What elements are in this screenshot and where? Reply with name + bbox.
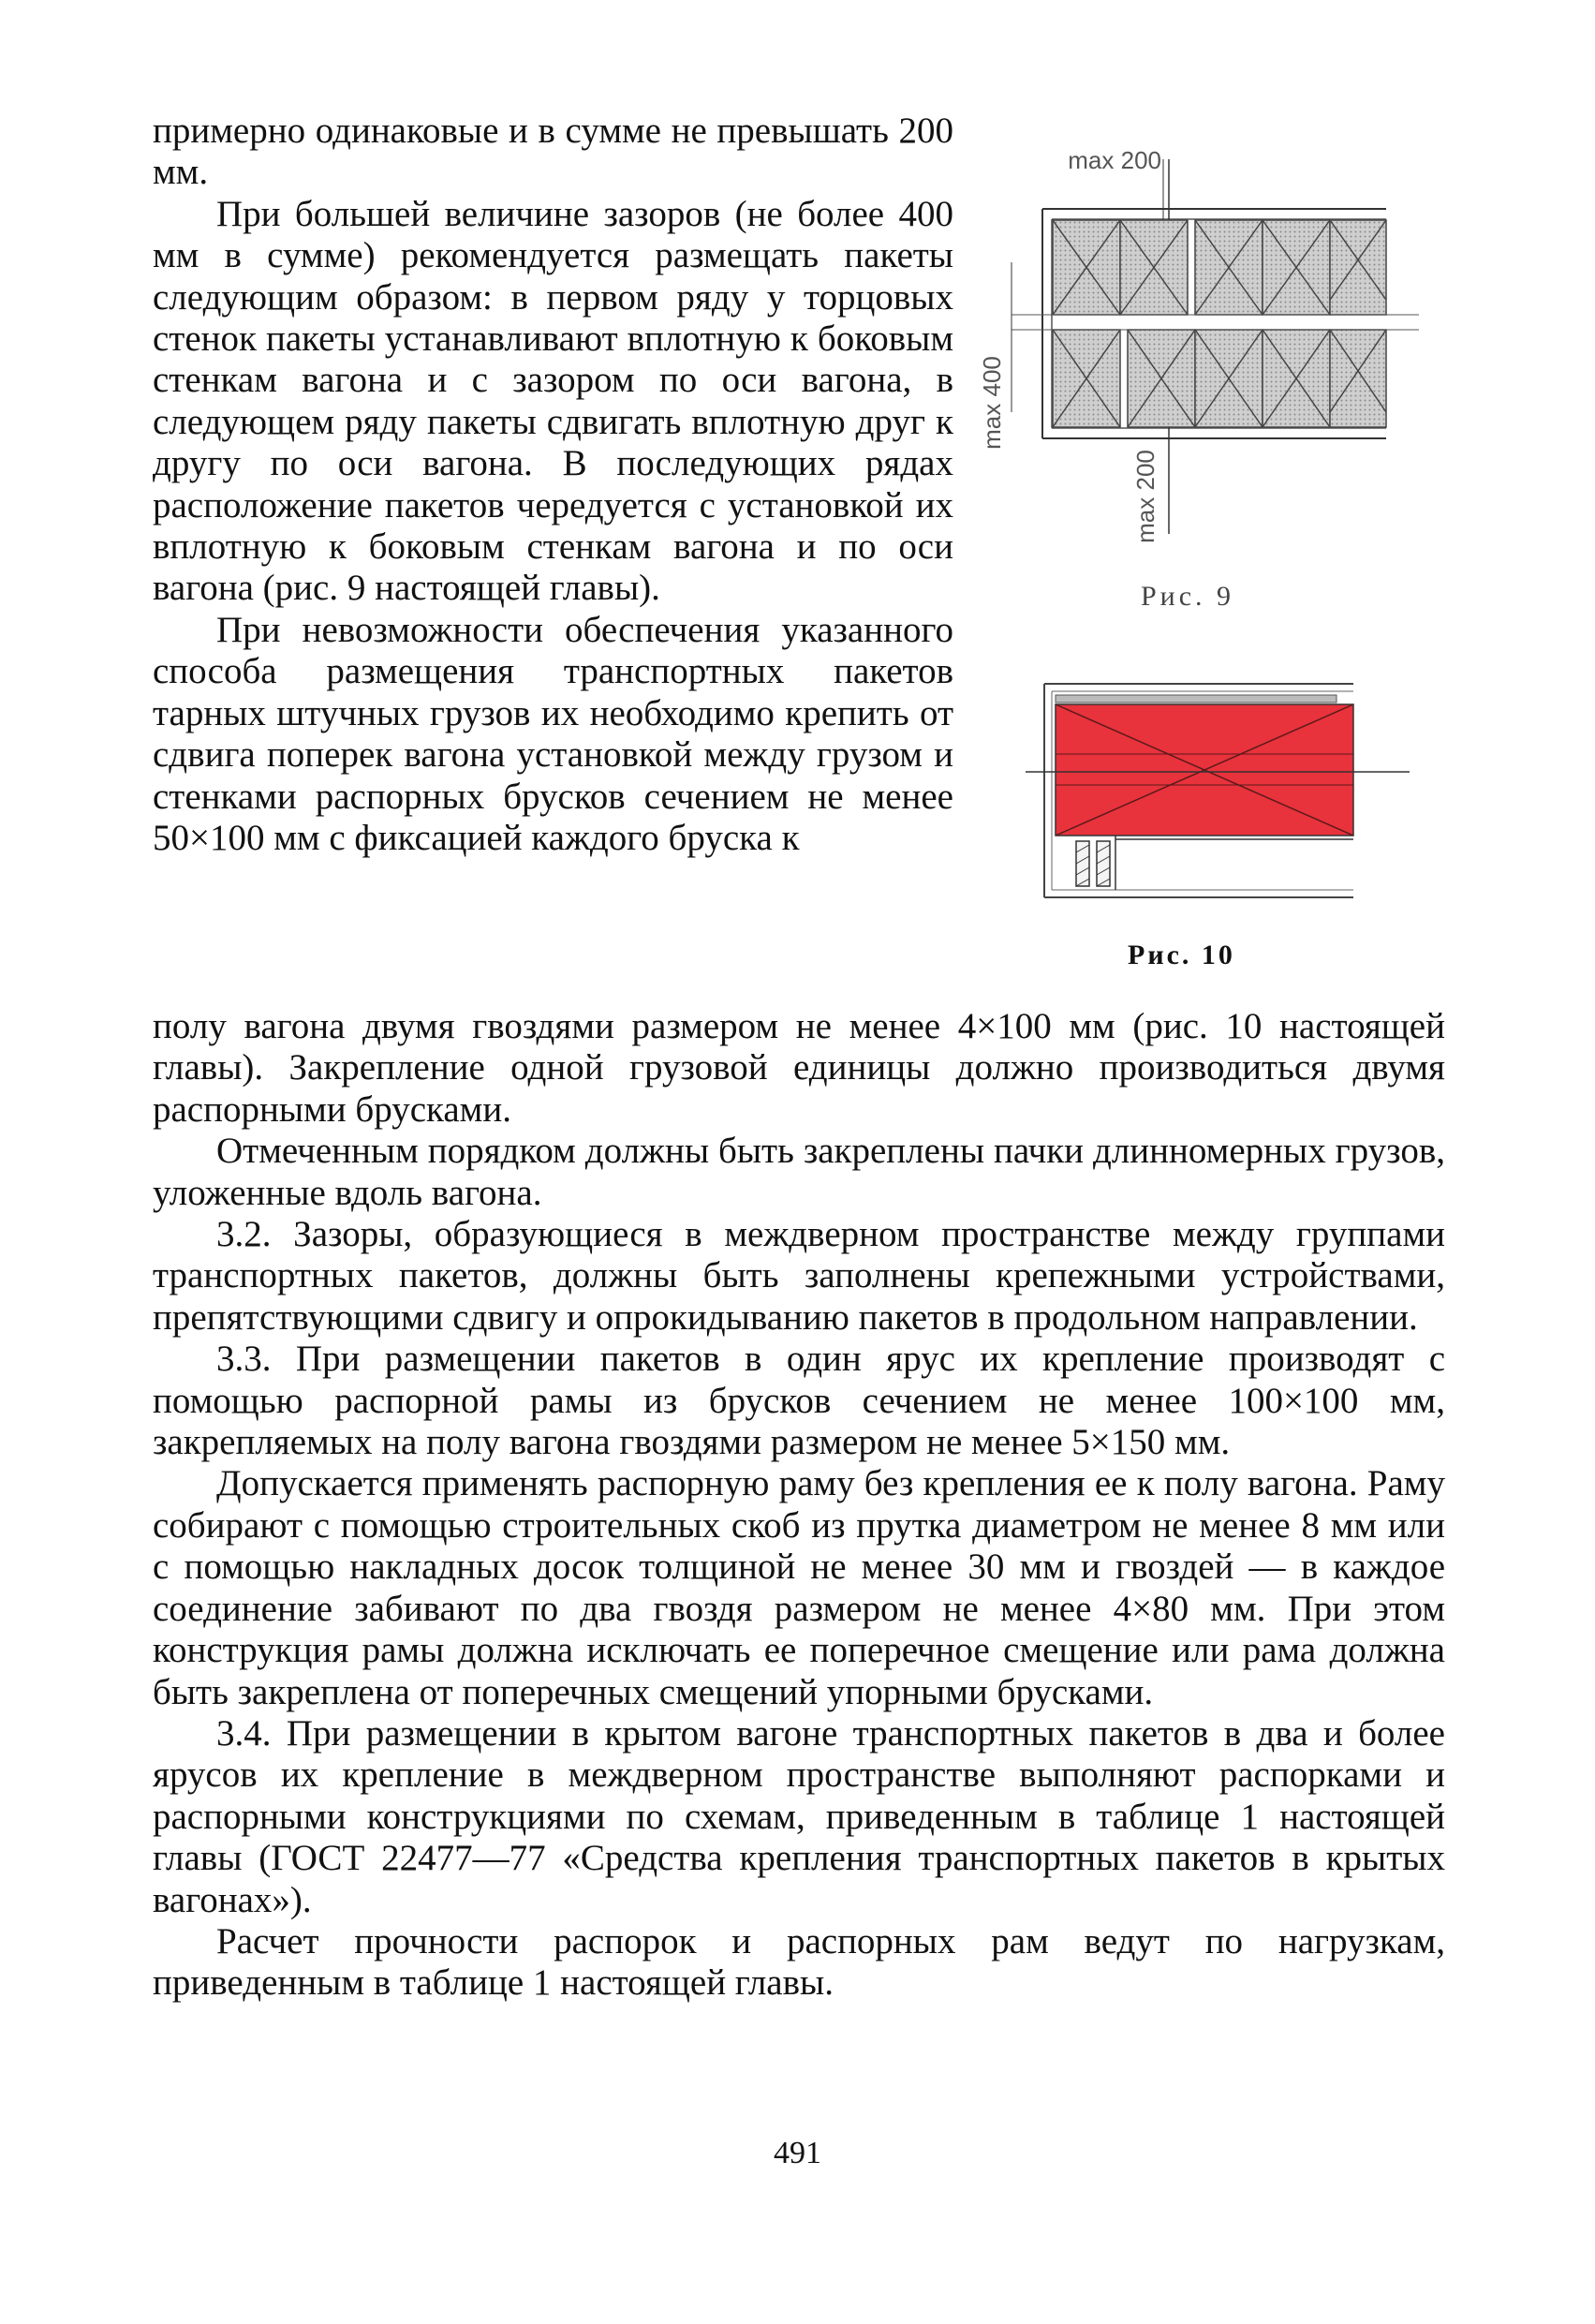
paragraph: примерно одинаковые и в сумме не превышать 200 мм. <box>153 111 953 193</box>
figure-9 <box>937 131 1442 581</box>
label-top: max 200 <box>1068 146 1161 174</box>
paragraph: Допускается применять распорную раму без крепления ее к полу вагона. Раму собирают с помощью строительных скоб из прутка диаметром не менее 8 мм или с помощью накладных досок толщиной не менее 30 мм и гвоздей — в каждое соединение забивают по два гвоздя размером не менее 4×80 мм. При этом конструкция рамы должна исключать ее поперечное смещение или рама должна быть закреплена от поперечных смещений упорными брусками. <box>153 1463 1445 1712</box>
paragraph: Отмеченным порядком должны быть закреплены пачки длинномерных грузов, уложенные вдоль вагона. <box>153 1131 1445 1213</box>
paragraph: 3.2. Зазоры, образующиеся в междверном пространстве между группами транспортных пакетов, должны быть заполнены крепежными устройствами, препятствующими сдвигу и опрокидыванию пакетов в продольном направлении. <box>153 1214 1445 1338</box>
paragraph: 3.4. При размещении в крытом вагоне транспортных пакетов в два и более ярусов их крепление в междверном пространстве выполняют распорками и распорными конструкциями по схемам, приведенным в таблице 1 настоящей главы (ГОСТ 22477—77 «Средства крепления транспортных пакетов в крытых вагонах»). <box>153 1712 1445 1920</box>
column-text <box>153 111 953 859</box>
paragraph: Расчет прочности распорок и распорных рам ведут по нагрузкам, приведенным в таблице 1 настоящей главы. <box>153 1920 1445 2004</box>
paragraph: 3.3. При размещении пакетов в один ярус их крепление производят с помощью распорной рамы из брусков сечением не менее 100×100 мм, закрепляемых на полу вагона гвоздями размером не менее 5×150 мм. <box>153 1339 1445 1463</box>
paragraph: При невозможности обеспечения указанного способа размещения транспортных пакетов тарных штучных грузов их необходимо крепить от сдвига поперек вагона установкой между грузом и стенками распорных брусков сечением не менее 50×100 мм с фиксацией каждого бруска к <box>153 609 953 858</box>
figure-10-caption: Рис. 10 <box>1128 940 1235 970</box>
full-width-text <box>153 1006 1445 2005</box>
label-left: max 400 <box>978 356 1006 450</box>
paragraph: полу вагона двумя гвоздями размером не менее 4×100 мм (рис. 10 настоящей главы). Закрепление одной грузовой единицы должно производиться двумя распорными брусками. <box>153 1006 1445 1130</box>
figure-10 <box>1026 674 1419 909</box>
label-bottom: max 200 <box>1131 450 1159 543</box>
paragraph: При большей величине зазоров (не более 400 мм в сумме) рекомендуется размещать пакеты следующим образом: в первом ряду у торцовых стенок пакеты устанавливают вплотную к боковым стенкам вагона и с зазором по оси вагона, в следующем ряду пакеты сдвигать вплотную друг к другу по оси вагона. В последующих рядах расположение пакетов чередуется с установкой их вплотную к боковым стенкам вагона и по оси вагона (рис. 9 настоящей главы). <box>153 193 953 609</box>
page-number: 491 <box>774 2136 821 2170</box>
figure-9-caption: Рис. 9 <box>1141 581 1235 612</box>
